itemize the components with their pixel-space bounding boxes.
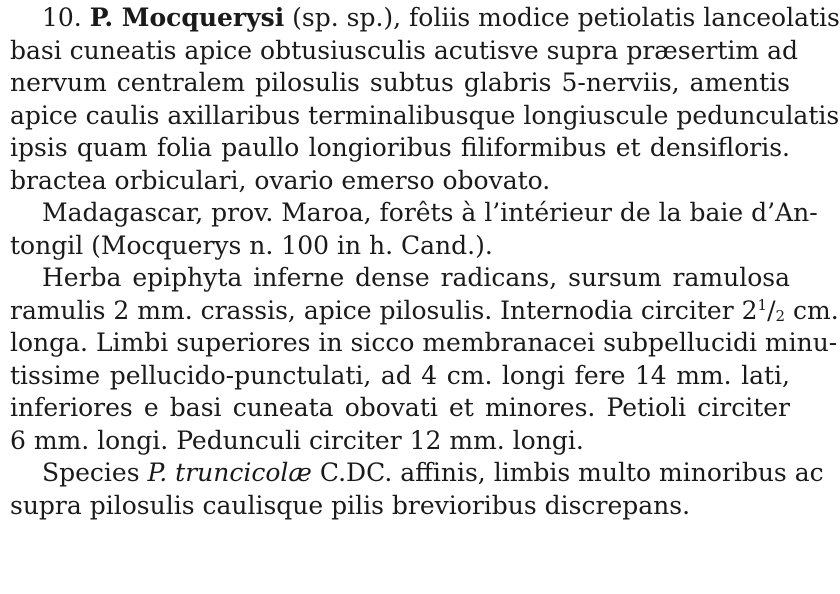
text-fragment: (sp. sp.), foliis modice petiolatis lanceolatis	[284, 3, 840, 32]
text-line: Herba epiphyta inferne dense radicans, sursum ramulosa	[42, 263, 790, 292]
morphology-paragraph	[10, 262, 839, 457]
text-line: longa. Limbi superiores in sicco membranacei subpellucidi minu-	[10, 328, 838, 357]
fraction-slash: /	[767, 295, 776, 325]
text-line: tongil (Mocquerys n. 100 in h. Cand.).	[10, 230, 493, 260]
locality-paragraph	[10, 197, 818, 262]
affinity-paragraph	[10, 457, 824, 522]
species-name: P. Mocquerysi	[89, 3, 285, 32]
text-line: tissime pellucido-punctulati, ad 4 cm. longi fere 14 mm. lati,	[10, 360, 790, 390]
text-line: bractea orbiculari, ovario emerso obovato.	[10, 165, 551, 195]
text-line: supra pilosulis caulisque pilis brevioribus discrepans.	[10, 490, 691, 520]
text-fragment: ramulis 2 mm. crassis, apice pilosulis. Internodia circiter 2	[10, 295, 758, 325]
text-line: 6 mm. longi. Pedunculi circiter 12 mm. longi.	[10, 425, 584, 455]
text-fragment: Species	[42, 458, 148, 487]
fraction-numerator: 1	[757, 295, 768, 314]
text-fragment: C.DC. affinis, limbis multo minoribus ac	[311, 458, 824, 487]
species-description-paragraph	[10, 2, 840, 197]
text-line: apice caulis axillaribus terminalibusque longiuscule pedunculatis	[10, 100, 840, 130]
text-line: nervum centralem pilosulis subtus glabris 5-nerviis, amentis	[10, 68, 790, 97]
fraction-denominator: 2	[775, 306, 786, 325]
text-line: Madagascar, prov. Maroa, forêts à l’intérieur de la baie d’An-	[42, 198, 818, 227]
text-line: ipsis quam folia paullo longioribus filiformibus et densifloris.	[10, 133, 790, 162]
species-number: 10.	[42, 3, 82, 32]
text-line	[10, 457, 824, 490]
text-line	[10, 2, 840, 35]
text-fragment: cm.	[785, 295, 839, 325]
text-line: basi cuneatis apice obtusiusculis acutisve supra præsertim ad	[10, 35, 798, 65]
text-line: inferiores e basi cuneata obovati et minores. Petioli circiter	[10, 393, 790, 422]
text-line	[10, 295, 839, 328]
related-species-name: P. truncicolæ	[147, 458, 312, 487]
